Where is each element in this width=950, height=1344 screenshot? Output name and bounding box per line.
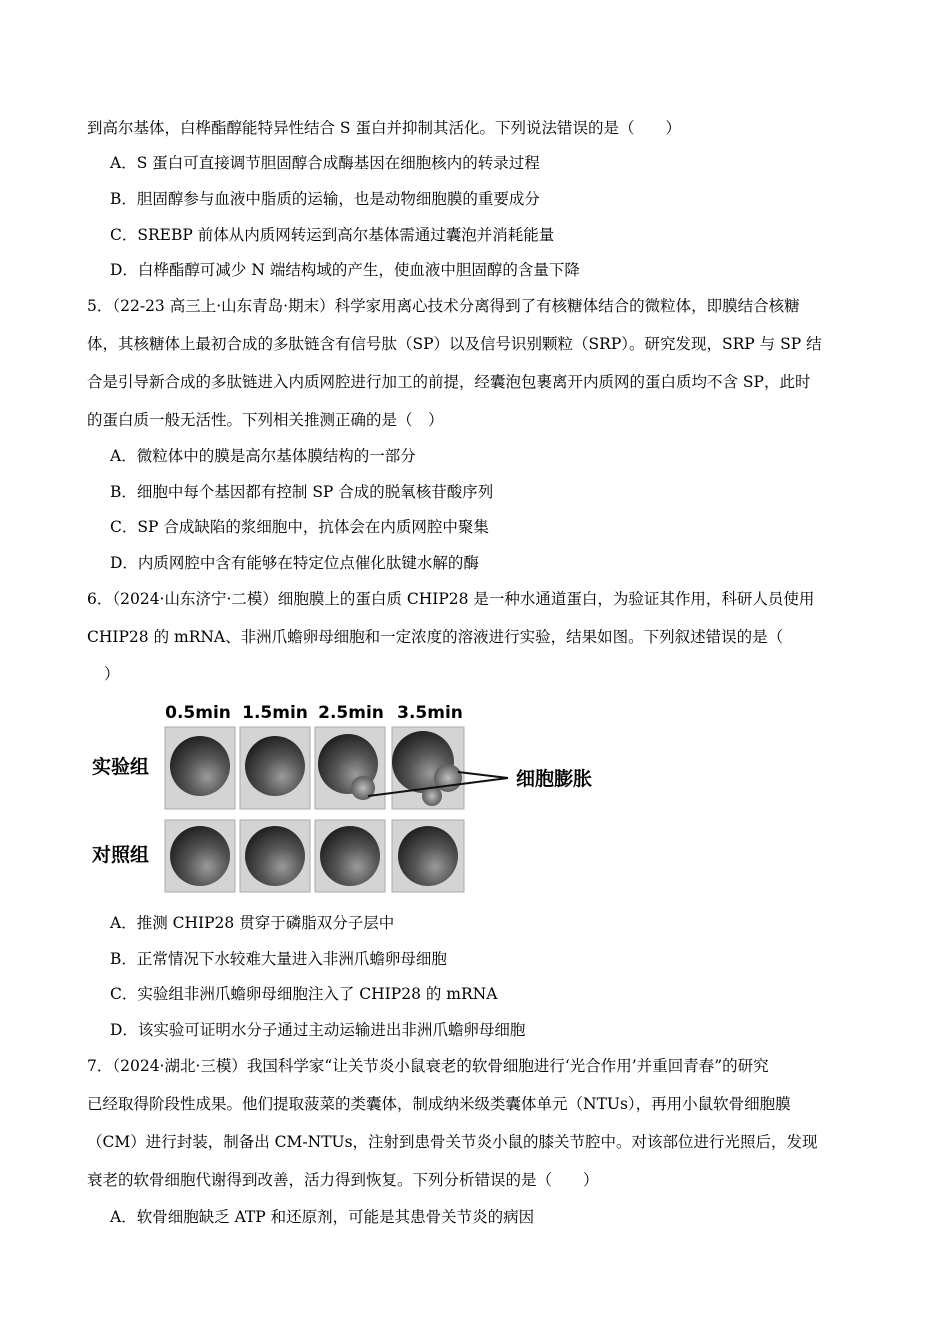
time-label-0: 0.5min xyxy=(165,703,231,723)
q6-stem-line-1: 6．（2024·山东济宁·二模）细胞膜上的蛋白质 CHIP28 是一种水通道蛋白，为验证其作用，科研人员使用 xyxy=(87,590,815,608)
control-cell-2 xyxy=(320,826,380,886)
experimental-cell-0 xyxy=(170,736,230,796)
q4-option-c: C．SREBP 前体从内质网转运到高尔基体需通过囊泡并消耗能量 xyxy=(110,226,555,244)
q5-option-b: B．细胞中每个基因都有控制 SP 合成的脱氧核苷酸序列 xyxy=(110,483,494,501)
q6-stem-line-3: ） xyxy=(104,665,120,683)
q5-option-d: D．内质网腔中含有能够在特定位点催化肽键水解的酶 xyxy=(110,554,479,572)
q5-stem-line-4: 的蛋白质一般无活性。下列相关推测正确的是（ ） xyxy=(87,411,444,429)
cell-swelling-figure xyxy=(160,698,610,896)
time-label-2: 2.5min xyxy=(318,703,384,723)
q7-option-a: A．软骨细胞缺乏 ATP 和还原剂，可能是其患骨关节炎的病因 xyxy=(110,1208,535,1226)
q7-stem-line-2: 已经取得阶段性成果。他们提取菠菜的类囊体，制成纳米级类囊体单元（NTUs），再用小鼠软骨细胞膜 xyxy=(87,1095,791,1113)
q5-stem-line-3: 合是引导新合成的多肽链进入内质网腔进行加工的前提，经囊泡包裹离开内质网的蛋白质均不含 SP，此时 xyxy=(87,373,811,391)
swelling-annotation: 细胞膨胀 xyxy=(516,768,593,790)
control-cell-0 xyxy=(170,826,230,886)
q4-option-a: A．S 蛋白可直接调节胆固醇合成酶基因在细胞核内的转录过程 xyxy=(110,154,540,172)
time-label-1: 1.5min xyxy=(242,703,308,723)
q4-stem-tail: 到高尔基体，白桦酯醇能特异性结合 S 蛋白并抑制其活化。下列说法错误的是（ ） xyxy=(87,119,681,137)
experimental-cell-1 xyxy=(245,736,305,796)
control-row-label: 对照组 xyxy=(92,844,150,866)
q7-stem-line-1: 7．（2024·湖北·三模）我国科学家“让关节炎小鼠衰老的软骨细胞进行‘光合作用’并重回青春”的研究 xyxy=(87,1057,769,1075)
annotation-line-2 xyxy=(458,772,508,778)
q7-stem-line-3: （CM）进行封装，制备出 CM-NTUs，注射到患骨关节炎小鼠的膝关节腔中。对该部位进行光照后，发现 xyxy=(87,1133,818,1151)
control-cell-3 xyxy=(398,826,458,886)
figure-svg xyxy=(160,698,610,896)
q7-stem-line-4: 衰老的软骨细胞代谢得到改善，活力得到恢复。下列分析错误的是（ ） xyxy=(87,1171,599,1189)
q6-option-b: B．正常情况下水较难大量进入非洲爪蟾卵母细胞 xyxy=(110,950,447,968)
q5-stem-line-2: 体，其核糖体上最初合成的多肽链含有信号肽（SP）以及信号识别颗粒（SRP）。研究发现，SRP 与 SP 结 xyxy=(87,335,822,353)
control-cell-1 xyxy=(245,826,305,886)
q4-option-b: B．胆固醇参与血液中脂质的运输，也是动物细胞膜的重要成分 xyxy=(110,190,540,208)
time-label-3: 3.5min xyxy=(397,703,463,723)
q5-option-a: A．微粒体中的膜是高尔基体膜结构的一部分 xyxy=(110,447,416,465)
q4-option-d: D．白桦酯醇可减少 N 端结构域的产生，使血液中胆固醇的含量下降 xyxy=(110,261,580,279)
q5-option-c: C．SP 合成缺陷的浆细胞中，抗体会在内质网腔中聚集 xyxy=(110,518,489,536)
q6-option-a: A．推测 CHIP28 贯穿于磷脂双分子层中 xyxy=(110,914,395,932)
q5-stem-line-1: 5．（22-23 高三上·山东青岛·期末）科学家用离心技术分离得到了有核糖体结合的微粒体，即膜结合核糖 xyxy=(87,297,800,315)
q6-option-d: D．该实验可证明水分子通过主动运输进出非洲爪蟾卵母细胞 xyxy=(110,1021,526,1039)
q6-option-c: C．实验组非洲爪蟾卵母细胞注入了 CHIP28 的 mRNA xyxy=(110,985,498,1003)
q6-stem-line-2: CHIP28 的 mRNA、非洲爪蟾卵母细胞和一定浓度的溶液进行实验，结果如图。下列叙述错误的是（ xyxy=(87,628,784,646)
experimental-row-label: 实验组 xyxy=(92,756,150,778)
